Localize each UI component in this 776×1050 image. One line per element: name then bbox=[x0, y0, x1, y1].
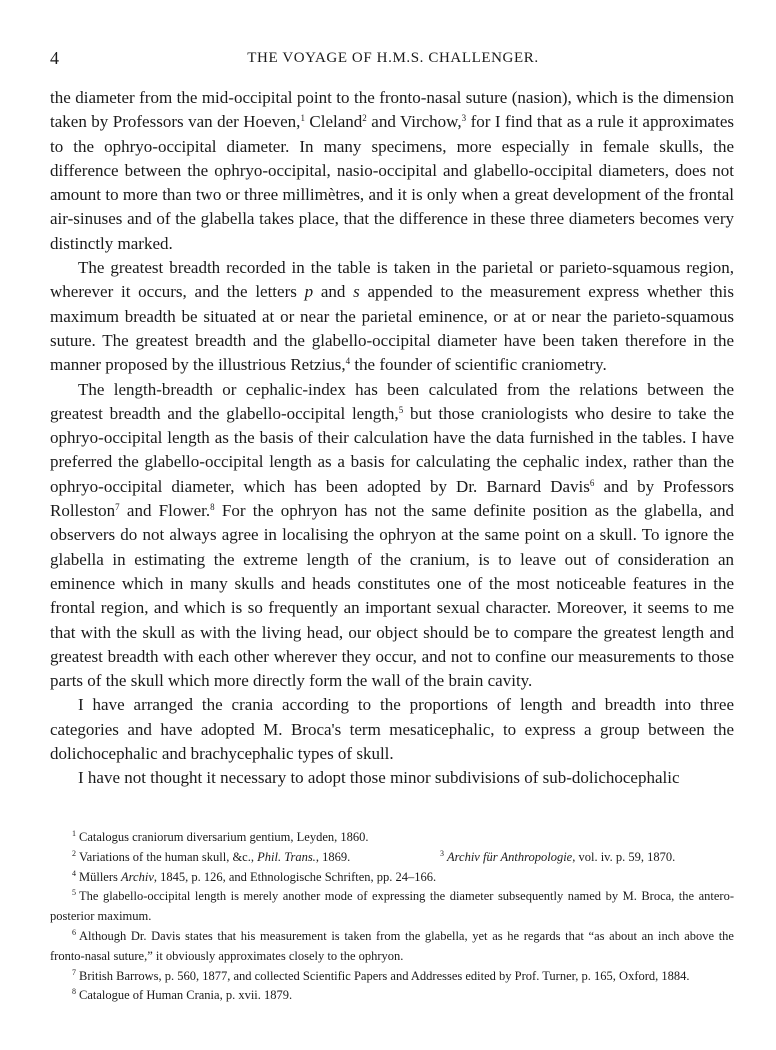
paragraph-2 bbox=[50, 256, 734, 377]
footnote-number: 5 bbox=[72, 888, 76, 898]
footnote-text: Catalogue of Human Crania, p. xvii. 1879. bbox=[79, 988, 293, 1003]
footnote-text: , vol. iv. p. 59, 1870. bbox=[572, 849, 676, 864]
footnote-number: 4 bbox=[72, 868, 76, 878]
footnote-number: 2 bbox=[72, 848, 76, 858]
footnote-2 bbox=[50, 848, 440, 868]
footnote-number: 7 bbox=[72, 967, 76, 977]
page-header bbox=[50, 48, 736, 72]
footnote-text: Variations of the human skull, &c., bbox=[79, 849, 258, 864]
footnote-number: 6 bbox=[72, 927, 76, 937]
footnote-text: Catalogus craniorum diversarium gentium, Leyden, 1860. bbox=[79, 830, 369, 844]
footnote-3 bbox=[440, 848, 734, 868]
text: appended to the measurement express whether this maximum breadth be situated at or near the parietal eminence, or at or near the parieto-squamous suture. The greatest breadth and the glabello-occipital diameter have been taken therefore in the manner proposed by the illustrious Retzius, bbox=[50, 282, 735, 375]
footnote-ref-1[interactable]: 1 bbox=[300, 113, 305, 124]
text: The length-breadth or cephalic-index has been calculated from the relations between the greatest breadth and the glabello-occipital length, bbox=[50, 379, 734, 423]
paragraph-5: I have not thought it necessary to adopt those minor subdivisions of sub-dolichocephalic bbox=[78, 768, 680, 788]
footnote-text: Although Dr. Davis states that his measurement is taken from the glabella, yet as he regards that “as about an inch above the fronto-nasal suture,” it obviously approximates closely to the ophryon. bbox=[50, 928, 734, 963]
footnote-6 bbox=[50, 927, 734, 967]
text: and bbox=[313, 282, 354, 302]
footnote-4 bbox=[50, 868, 734, 888]
footnote-5 bbox=[50, 887, 734, 927]
footnote-ref-3[interactable]: 3 bbox=[461, 113, 467, 124]
text: but those craniologists who desire to take the ophryo-occipital length as the basis of their calculation have the data furnished in the tables. I have preferred the glabello-occipital length as a basis for calculating the cephalic index, rather than the ophryo-occipital diameter, which has been adopted by Dr. Barnard Davis bbox=[50, 403, 734, 496]
text: Cleland bbox=[304, 112, 363, 132]
running-title: THE VOYAGE OF H.M.S. CHALLENGER. bbox=[247, 50, 539, 66]
footnote-7 bbox=[50, 967, 734, 987]
text: For the ophryon has not the same definite position as the glabella, and observers do not always agree in localising the ophryon at the same point on a skull. To ignore the glabella in estimating the extreme length of the cranium, is to leave out of consideration an eminence which in many skulls and heads constitutes one of the most noticeable features in the frontal region, and which is so frequently an important sexual character. Moreover, it seems to me that with the skull as with the living head, our object should be to compare the greatest length and greatest breadth with each other wherever they occur, and not to confine our measurements to those parts of the skull which more directly form the wall of the brain cavity. bbox=[50, 501, 734, 691]
footnote-ref-8[interactable]: 8 bbox=[210, 502, 215, 513]
footnote-italic: Archiv bbox=[121, 869, 154, 884]
footnote-number: 8 bbox=[72, 987, 76, 997]
text: and Virchow, bbox=[366, 112, 462, 132]
footnotes bbox=[50, 828, 734, 1006]
footnote-ref-4[interactable]: 4 bbox=[345, 356, 351, 367]
footnote-row-2-3 bbox=[50, 848, 734, 868]
text: the diameter from the mid-occipital point to the fronto-nasal suture (nasion), which is the dimension taken by Professors van der Hoeven, bbox=[50, 88, 734, 132]
body-text bbox=[50, 86, 734, 791]
footnote-number: 3 bbox=[440, 848, 444, 858]
paragraph-3 bbox=[50, 378, 734, 694]
page-number: 4 bbox=[50, 48, 59, 68]
text: The greatest breadth recorded in the table is taken in the parietal or parieto-squamous region, wherever it occurs, and the letters bbox=[50, 258, 734, 302]
footnote-number: 1 bbox=[72, 829, 76, 838]
footnote-ref-5[interactable]: 5 bbox=[398, 404, 404, 415]
text: for I find that as a rule it approximates to the ophryo-occipital diameter. In many specimens, more especially in female skulls, the difference between the ophryo-occipital, nasio-occipital and glabello-occipital diameters, does not amount to more than two or three millimètres, and it is only when a great development of the frontal air-sinuses and of the glabella takes place, that the difference in these three diameters becomes very distinctly marked. bbox=[50, 112, 734, 253]
footnote-ref-6[interactable]: 6 bbox=[589, 477, 595, 488]
italic-letter-p: p bbox=[304, 282, 314, 302]
footnote-8 bbox=[50, 986, 734, 1006]
footnote-italic: Archiv für Anthropologie bbox=[447, 849, 573, 864]
text: the founder of scientific craniometry. bbox=[350, 355, 607, 375]
footnote-1 bbox=[50, 828, 734, 848]
footnote-text: , 1845, p. 126, and Ethnologische Schriften, pp. 24–166. bbox=[153, 869, 437, 884]
footnote-text: British Barrows, p. 560, 1877, and collected Scientific Papers and Addresses edited by Prof. Turner, p. 165, Oxford, 1884. bbox=[79, 968, 690, 983]
footnote-ref-7[interactable]: 7 bbox=[115, 502, 120, 513]
text: and Flower. bbox=[119, 501, 211, 521]
text: and by Professors Rolleston bbox=[50, 476, 734, 521]
italic-letter-s: s bbox=[353, 282, 360, 302]
footnote-italic: Phil. Trans. bbox=[257, 849, 316, 864]
footnote-text: , 1869. bbox=[315, 849, 351, 864]
paragraph-4: I have arranged the crania according to the proportions of length and breadth into three categories and have adopted M. Broca's term mesaticephalic, to express a group between the dolichocephalic and brachycephalic types of skull. bbox=[50, 695, 734, 764]
footnote-ref-2[interactable]: 2 bbox=[362, 113, 367, 124]
footnote-text: The glabello-occipital length is merely another mode of expressing the diameter subsequently named by M. Broca, the antero-posterior maximum. bbox=[50, 889, 734, 924]
footnote-text: Müllers bbox=[79, 869, 122, 884]
paragraph-1 bbox=[50, 86, 734, 256]
